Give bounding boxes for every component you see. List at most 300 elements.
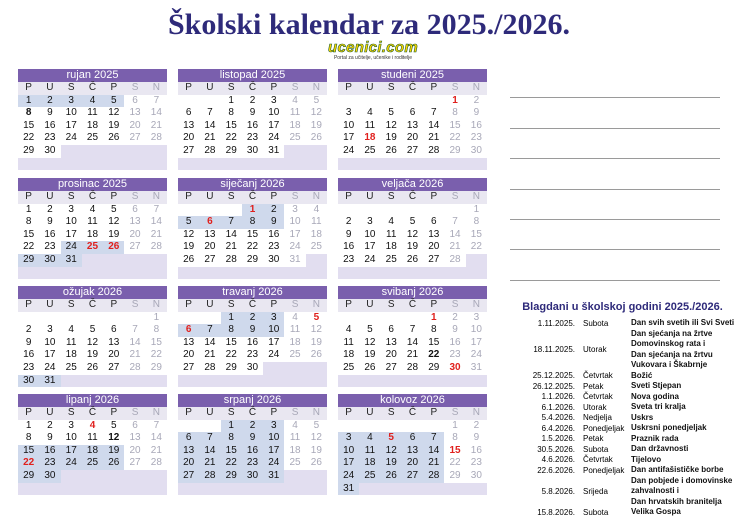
day-cell: 19 — [406, 241, 419, 253]
holiday-name-line: Dan sjećanja na žrtve Domovinskog rata i — [631, 328, 713, 348]
day-cell: 1 — [18, 95, 39, 108]
day-cell: 5 — [313, 94, 320, 106]
weekday-header: S — [284, 191, 305, 204]
weekday-header: Č — [242, 191, 263, 204]
day-cell: 11 — [311, 216, 322, 228]
weekday-header: S — [284, 82, 305, 95]
day-cell: 21 — [150, 444, 162, 456]
holiday-date: 30.5.2026. — [537, 444, 575, 454]
day-cell: 10 — [263, 324, 284, 337]
day-cell: 24 — [61, 457, 82, 470]
empty-cell — [306, 145, 327, 158]
day-cell: 6 — [431, 216, 437, 228]
day-cell: 5 — [178, 216, 199, 229]
day-cell: 30 — [470, 469, 482, 481]
holiday-name-line: Dan sjećanja na žrtvu Vukovara i Škabrnje — [631, 349, 713, 369]
day-cell: 8 — [452, 107, 458, 119]
day-cell: 29 — [150, 361, 162, 373]
day-cell: 13 — [183, 336, 195, 348]
holiday-row — [505, 455, 738, 466]
empty-cell — [82, 145, 103, 158]
day-cell: 24 — [338, 470, 359, 483]
day-cell: 8 — [242, 216, 263, 229]
empty-cell — [82, 375, 103, 388]
day-cell: 26 — [183, 253, 195, 265]
day-cell: 20 — [183, 132, 195, 144]
day-cell: 23 — [39, 457, 60, 470]
day-cell: 27 — [204, 253, 216, 265]
empty-cell — [381, 483, 402, 496]
day-cell: 12 — [381, 445, 402, 458]
day-cell: 29 — [18, 470, 39, 483]
day-cell: 30 — [470, 144, 482, 156]
empty-cell — [199, 204, 220, 217]
day-cell: 23 — [246, 349, 259, 361]
empty-cell — [82, 312, 103, 325]
day-cell: 1 — [242, 204, 263, 217]
day-cell: 13 — [402, 445, 423, 458]
empty-cell — [423, 95, 444, 108]
weekday-header: N — [146, 82, 167, 95]
empty-cell — [359, 375, 380, 388]
day-cell: 14 — [150, 432, 162, 444]
day-cell: 16 — [470, 119, 482, 131]
day-cell: 4 — [292, 311, 298, 323]
day-cell: 10 — [338, 445, 359, 458]
day-cell: 13 — [129, 432, 141, 444]
weekday-header: U — [39, 299, 60, 312]
month-calendar — [18, 394, 167, 495]
day-cell: 7 — [153, 94, 160, 106]
day-cell: 5 — [367, 324, 373, 336]
weekday-header: P — [178, 82, 199, 95]
month-title: ožujak 2026 — [18, 286, 167, 299]
day-cell: 21 — [204, 132, 216, 144]
weekday-header: S — [221, 407, 242, 420]
day-cell: 9 — [473, 107, 480, 119]
day-cell: 4 — [292, 419, 298, 431]
weekday-header: S — [61, 82, 82, 95]
day-cell: 23 — [246, 132, 259, 144]
day-cell: 21 — [204, 349, 216, 361]
empty-cell — [263, 375, 284, 388]
day-cell: 9 — [47, 107, 53, 119]
weekday-header: U — [199, 299, 220, 312]
day-cell: 16 — [44, 119, 56, 131]
day-cell: 3 — [338, 432, 359, 445]
day-cell: 11 — [289, 432, 301, 444]
weekday-header: S — [444, 299, 465, 312]
holiday-name — [631, 434, 738, 445]
day-cell: 5 — [313, 419, 320, 431]
empty-cell — [39, 312, 60, 325]
day-cell: 14 — [449, 228, 461, 240]
weekday-header: N — [306, 299, 327, 312]
weekday-header: S — [61, 191, 82, 204]
month-calendar — [338, 178, 487, 279]
weekday-header: Č — [402, 191, 423, 204]
holiday-row — [505, 318, 738, 329]
day-cell: 14 — [428, 119, 440, 131]
empty-cell — [61, 312, 82, 325]
day-cell: 19 — [86, 349, 99, 361]
empty-cell — [103, 158, 124, 171]
empty-cell — [178, 204, 199, 217]
empty-cell — [306, 470, 327, 483]
day-cell: 28 — [150, 132, 162, 144]
weekday-header: P — [338, 407, 359, 420]
holiday-date: 22.6.2026. — [537, 465, 575, 475]
day-cell: 28 — [225, 253, 237, 265]
day-cell: 2 — [345, 216, 352, 228]
day-cell: 8 — [431, 324, 437, 336]
day-cell: 28 — [150, 457, 162, 469]
day-cell: 29 — [428, 361, 440, 373]
holiday-row — [505, 402, 738, 413]
empty-cell — [221, 158, 242, 171]
month-title: rujan 2025 — [18, 69, 167, 82]
note-line — [510, 159, 720, 189]
weekday-header: U — [359, 407, 380, 420]
day-cell: 15 — [18, 445, 39, 458]
day-cell: 26 — [406, 253, 419, 265]
day-cell: 18 — [343, 349, 355, 361]
day-cell: 4 — [313, 203, 320, 215]
holiday-weekday: Nedjelja — [583, 413, 612, 423]
day-cell: 8 — [25, 432, 32, 444]
day-cell: 9 — [345, 228, 352, 240]
day-cell: 24 — [289, 241, 301, 253]
day-cell: 26 — [108, 132, 120, 144]
day-cell: 7 — [431, 107, 437, 119]
day-cell: 14 — [204, 119, 216, 131]
day-cell: 14 — [423, 445, 444, 458]
holiday-name-line: Velika Gospa — [631, 507, 681, 516]
day-cell: 22 — [23, 241, 35, 253]
day-cell: 18 — [82, 445, 103, 458]
day-cell: 9 — [47, 216, 53, 228]
empty-cell — [444, 158, 465, 171]
empty-cell — [39, 267, 60, 280]
day-cell: 10 — [268, 107, 280, 119]
day-cell: 6 — [132, 203, 138, 215]
weekday-header: U — [39, 407, 60, 420]
weekday-header: S — [381, 82, 402, 95]
day-cell: 31 — [39, 375, 60, 388]
holiday-row — [505, 507, 738, 518]
day-cell: 5 — [388, 107, 394, 119]
day-cell: 16 — [343, 241, 355, 253]
holidays-title: Blagdani u školskoj godini 2025./2026. — [522, 301, 723, 313]
weekday-header: N — [306, 407, 327, 420]
day-cell: 20 — [428, 241, 440, 253]
holiday-name — [631, 444, 738, 455]
empty-cell — [18, 312, 39, 325]
day-cell: 7 — [199, 324, 220, 337]
empty-cell — [199, 158, 220, 171]
day-cell: 27 — [183, 361, 195, 373]
day-cell: 19 — [183, 241, 195, 253]
holiday-weekday: Srijeda — [583, 486, 608, 496]
day-cell: 8 — [473, 216, 480, 228]
day-cell: 30 — [449, 361, 461, 373]
holiday-date: 6.4.2026. — [541, 423, 575, 433]
day-cell: 4 — [89, 419, 96, 431]
empty-cell — [284, 483, 305, 496]
day-cell: 29 — [225, 361, 237, 373]
day-cell: 22 — [428, 349, 440, 361]
empty-cell — [82, 267, 103, 280]
empty-cell — [423, 420, 444, 433]
weekday-header: Č — [82, 191, 103, 204]
day-cell: 1 — [25, 203, 32, 215]
empty-cell — [338, 204, 359, 217]
day-cell: 23 — [470, 457, 482, 469]
day-cell: 19 — [108, 228, 120, 240]
holiday-name-line: Sveti Stjepan — [631, 381, 682, 390]
day-cell: 8 — [25, 107, 32, 119]
holiday-row — [505, 371, 738, 382]
ucenici-logo — [313, 40, 433, 61]
empty-cell — [263, 483, 284, 496]
day-cell: 12 — [108, 432, 120, 444]
empty-cell — [124, 312, 145, 325]
day-cell: 17 — [44, 349, 56, 361]
day-cell: 1 — [25, 419, 32, 431]
empty-cell — [61, 145, 82, 158]
weekday-header: U — [359, 82, 380, 95]
empty-cell — [242, 375, 263, 388]
day-cell: 26 — [310, 457, 322, 469]
day-cell: 29 — [221, 470, 242, 483]
empty-cell — [381, 420, 402, 433]
empty-cell — [178, 375, 199, 388]
day-cell: 28 — [204, 144, 216, 156]
holiday-weekday: Subota — [583, 507, 609, 517]
day-cell: 13 — [108, 336, 120, 348]
holiday-name-line: Dan državnosti — [631, 444, 689, 453]
holiday-weekday: Subota — [583, 444, 609, 454]
month-title: travanj 2026 — [178, 286, 327, 299]
empty-cell — [359, 312, 380, 325]
day-cell: 24 — [268, 349, 280, 361]
day-cell: 15 — [246, 228, 259, 240]
day-cell: 9 — [25, 336, 32, 348]
day-cell: 31 — [268, 144, 280, 156]
empty-cell — [103, 483, 124, 496]
day-cell: 4 — [89, 203, 96, 215]
day-cell: 21 — [150, 228, 162, 240]
empty-cell — [381, 158, 402, 171]
empty-cell — [146, 483, 167, 496]
empty-cell — [359, 204, 380, 217]
day-cell: 7 — [452, 216, 458, 228]
empty-cell — [221, 483, 242, 496]
weekday-header: S — [124, 191, 145, 204]
day-cell: 4 — [388, 216, 394, 228]
empty-cell — [284, 158, 305, 171]
empty-cell — [381, 375, 402, 388]
day-cell: 1 — [452, 94, 458, 106]
day-cell: 24 — [268, 132, 280, 144]
day-cell: 18 — [289, 336, 301, 348]
day-cell: 14 — [225, 228, 237, 240]
empty-cell — [444, 375, 465, 388]
day-cell: 2 — [249, 94, 256, 106]
day-cell: 5 — [111, 203, 117, 215]
holiday-weekday: Subota — [583, 318, 609, 328]
empty-cell — [178, 420, 199, 433]
weekday-header: S — [381, 191, 402, 204]
weekday-header: P — [178, 407, 199, 420]
day-cell: 16 — [449, 336, 461, 348]
day-cell: 20 — [385, 349, 397, 361]
day-cell: 20 — [178, 457, 199, 470]
holiday-date: 6.1.2026. — [541, 402, 575, 412]
holiday-weekday: Petak — [583, 434, 604, 444]
empty-cell — [381, 95, 402, 108]
day-cell: 16 — [246, 336, 259, 348]
day-cell: 22 — [449, 457, 461, 469]
empty-cell — [402, 204, 423, 217]
day-cell: 27 — [129, 241, 141, 253]
holiday-weekday: Petak — [583, 381, 604, 391]
day-cell: 3 — [47, 324, 53, 336]
day-cell: 28 — [406, 361, 419, 373]
day-cell: 25 — [289, 132, 301, 144]
day-cell: 20 — [129, 228, 141, 240]
weekday-header: S — [221, 191, 242, 204]
day-cell: 13 — [129, 216, 141, 228]
day-cell: 11 — [364, 119, 376, 131]
day-cell: 3 — [263, 420, 284, 433]
empty-cell — [263, 362, 284, 375]
empty-cell — [402, 483, 423, 496]
day-cell: 10 — [289, 216, 301, 228]
empty-cell — [199, 420, 220, 433]
note-line — [510, 68, 720, 98]
holiday-name — [631, 423, 738, 434]
day-cell: 15 — [150, 336, 162, 348]
holiday-name — [631, 381, 738, 392]
day-cell: 7 — [132, 324, 138, 336]
empty-cell — [124, 145, 145, 158]
empty-cell — [18, 483, 39, 496]
day-cell: 12 — [364, 336, 376, 348]
empty-cell — [263, 158, 284, 171]
day-cell: 18 — [65, 349, 77, 361]
day-cell: 17 — [289, 228, 301, 240]
weekday-header: S — [284, 299, 305, 312]
holiday-row — [505, 444, 738, 455]
holiday-weekday: Ponedjeljak — [583, 423, 625, 433]
empty-cell — [359, 267, 380, 280]
day-cell: 11 — [87, 216, 98, 228]
weekday-header: N — [146, 407, 167, 420]
holiday-weekday: Četvrtak — [583, 371, 613, 381]
day-cell: 24 — [470, 349, 482, 361]
day-cell: 28 — [449, 253, 461, 265]
day-cell: 3 — [367, 216, 373, 228]
day-cell: 12 — [310, 324, 322, 336]
day-cell: 20 — [129, 444, 141, 456]
holiday-name — [631, 371, 738, 382]
day-cell: 12 — [310, 432, 322, 444]
holiday-row — [505, 434, 738, 445]
day-cell: 6 — [178, 324, 199, 337]
weekday-header: P — [263, 82, 284, 95]
day-cell: 20 — [204, 241, 216, 253]
day-cell: 22 — [225, 132, 237, 144]
day-cell: 27 — [385, 361, 397, 373]
day-cell: 27 — [129, 132, 141, 144]
empty-cell — [423, 267, 444, 280]
day-cell: 25 — [82, 241, 103, 254]
day-cell: 18 — [86, 228, 99, 240]
note-line — [510, 250, 720, 280]
day-cell: 15 — [23, 119, 35, 131]
day-cell: 8 — [153, 324, 160, 336]
day-cell: 10 — [44, 336, 56, 348]
weekday-header: S — [444, 407, 465, 420]
empty-cell — [61, 375, 82, 388]
day-cell: 10 — [364, 228, 376, 240]
empty-cell — [221, 204, 242, 217]
day-cell: 28 — [204, 361, 216, 373]
month-calendar — [338, 69, 487, 170]
empty-cell — [242, 267, 263, 280]
empty-cell — [221, 375, 242, 388]
holiday-weekday: Ponedjeljak — [583, 465, 625, 475]
holiday-name-line: Dan hrvatskih branitelja — [631, 496, 722, 506]
holiday-weekday: Utorak — [583, 345, 607, 354]
day-cell: 6 — [132, 94, 138, 106]
holiday-date: 5.4.2026. — [541, 413, 575, 423]
day-cell: 25 — [343, 361, 355, 373]
empty-cell — [359, 158, 380, 171]
day-cell: 21 — [423, 457, 444, 470]
empty-cell — [444, 204, 465, 217]
weekday-header: S — [61, 299, 82, 312]
month-title: listopad 2025 — [178, 69, 327, 82]
empty-cell — [146, 158, 167, 171]
day-cell: 15 — [470, 228, 482, 240]
weekday-header: P — [423, 82, 444, 95]
day-cell: 22 — [225, 349, 237, 361]
day-cell: 9 — [242, 432, 263, 445]
day-cell: 23 — [44, 132, 56, 144]
day-cell: 19 — [381, 457, 402, 470]
day-cell: 3 — [292, 203, 298, 215]
holiday-name — [631, 329, 738, 371]
day-cell: 16 — [39, 445, 60, 458]
month-calendar — [178, 286, 327, 387]
weekday-header: P — [103, 299, 124, 312]
day-cell: 27 — [108, 361, 120, 373]
empty-cell — [306, 375, 327, 388]
day-cell: 15 — [225, 119, 237, 131]
day-cell: 1 — [473, 203, 480, 215]
weekday-header: Č — [82, 82, 103, 95]
empty-cell — [221, 267, 242, 280]
day-cell: 15 — [449, 444, 461, 456]
day-cell: 17 — [65, 119, 77, 131]
day-cell: 21 — [225, 241, 237, 253]
day-cell: 25 — [385, 253, 397, 265]
month-calendar — [18, 69, 167, 170]
day-cell: 8 — [25, 216, 32, 228]
day-cell: 11 — [66, 336, 77, 348]
